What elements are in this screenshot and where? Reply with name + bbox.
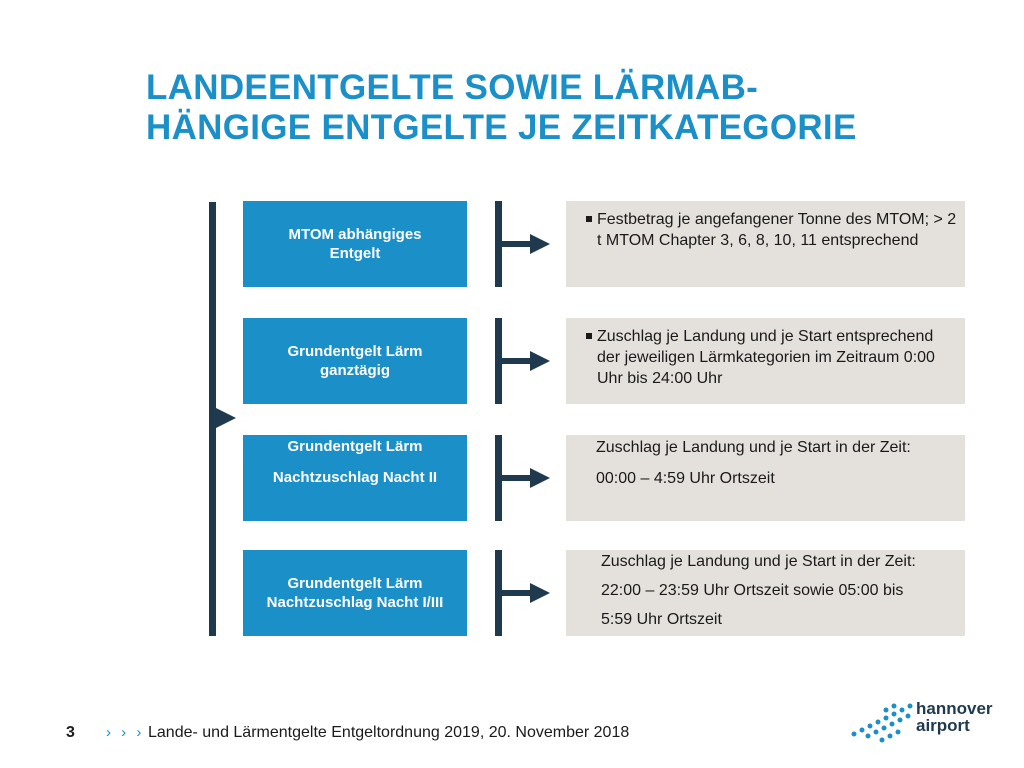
connector-bar: [495, 201, 502, 287]
category-box-nacht-ii: [243, 435, 467, 521]
connector-bar: [495, 550, 502, 636]
connector-bar: [495, 318, 502, 404]
description-line: 00:00 – 4:59 Uhr Ortszeit: [596, 470, 775, 487]
arrow-right-icon: [530, 468, 550, 488]
category-box-line: MTOM abhängiges: [288, 226, 422, 243]
category-box-line: Nachtzuschlag Nacht II: [272, 469, 438, 486]
connector-stem: [502, 590, 532, 596]
logo-line-2: airport: [916, 716, 970, 735]
bracket-arrow-icon: [216, 408, 236, 428]
arrow-right-icon: [530, 351, 550, 371]
description-line: 5:59 Uhr Ortszeit: [601, 611, 722, 628]
chevrons-icon: › › ›: [106, 724, 145, 741]
category-box-line: Grundentgelt Lärm: [287, 438, 423, 455]
category-box-line: Grundentgelt Lärm: [287, 343, 423, 360]
category-box-mtom: [243, 201, 467, 287]
title-line-2: HÄNGIGE ENTGELTE JE ZEITKATEGORIE: [146, 108, 857, 147]
category-box-grundentgelt-ganztaegig: [243, 318, 467, 404]
connector-stem: [502, 241, 532, 247]
bracket-line: [209, 202, 216, 636]
description-line: Zuschlag je Landung und je Start in der Zeit:: [601, 553, 916, 570]
category-box-line: ganztägig: [320, 362, 390, 379]
logo-line-1: hannover: [916, 699, 993, 718]
description-line: Zuschlag je Landung und je Start in der Zeit:: [596, 439, 911, 456]
airport-logo-text: [916, 700, 993, 734]
connector-stem: [502, 358, 532, 364]
connector-stem: [502, 475, 532, 481]
footer-text: Lande- und Lärmentgelte Entgeltordnung 2019, 20. November 2018: [148, 724, 630, 741]
title-line-1: LANDEENTGELTE SOWIE LÄRMAB-: [146, 68, 759, 107]
description-panel-ganztaegig: [566, 318, 965, 404]
category-box-nacht-i-iii: [243, 550, 467, 636]
bullet-icon: [586, 333, 592, 339]
connector-bar: [495, 435, 502, 521]
page-number: 3: [66, 724, 75, 741]
description-panel-nacht-ii: [566, 435, 965, 521]
arrow-right-icon: [530, 583, 550, 603]
page-title: [146, 68, 986, 148]
category-box-line: Grundentgelt Lärm: [287, 575, 423, 592]
description-text: Festbetrag je angefangener Tonne des MTOM; > 2 t MTOM Chapter 3, 6, 8, 10, 11 entsprechend: [597, 211, 957, 249]
description-text: Zuschlag je Landung und je Start entsprechend der jeweiligen Lärmkategorien im Zeitraum 0:00 Uhr bis 24:00 Uhr: [597, 328, 935, 387]
category-box-line: Nachtzuschlag Nacht I/III: [266, 594, 444, 611]
arrow-right-icon: [530, 234, 550, 254]
description-line: 22:00 – 23:59 Uhr Ortszeit sowie 05:00 bis: [601, 582, 904, 599]
description-panel-mtom: [566, 201, 965, 287]
description-panel-nacht-i-iii: [566, 550, 965, 636]
category-box-line: Entgelt: [329, 245, 381, 262]
bullet-icon: [586, 216, 592, 222]
